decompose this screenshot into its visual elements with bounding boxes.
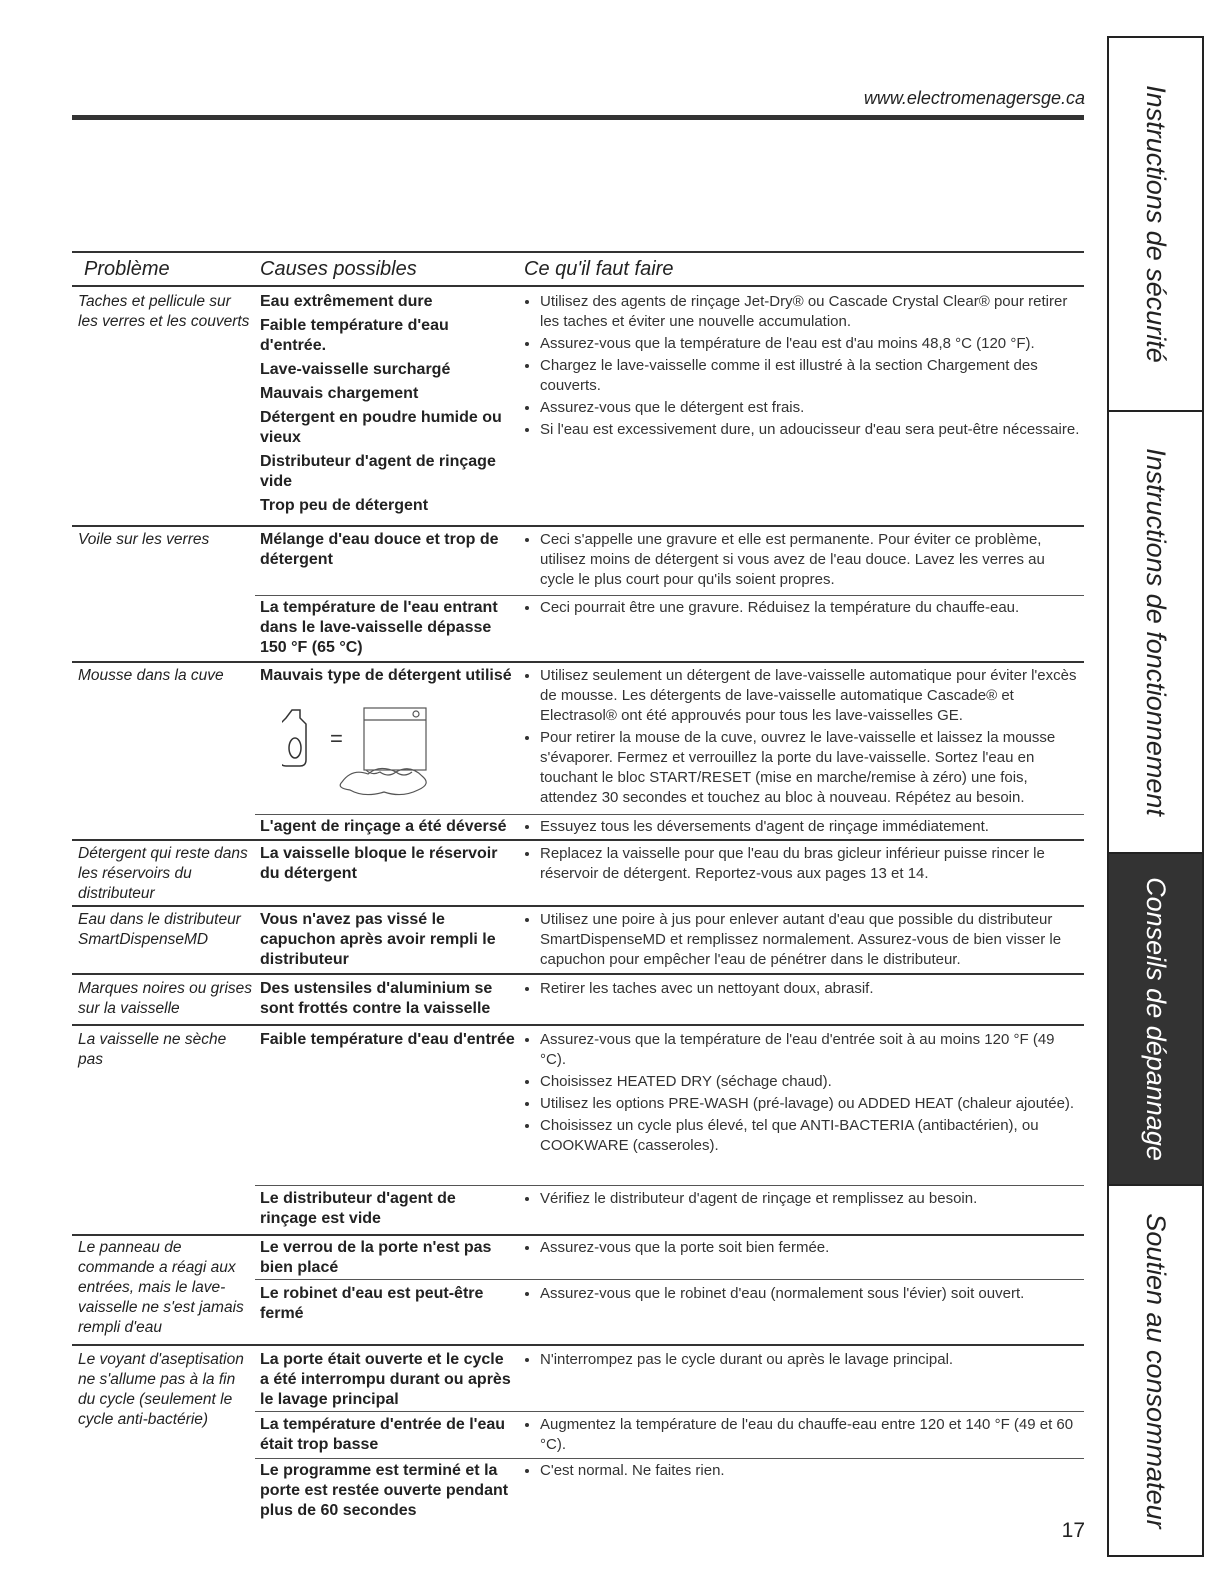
tab-troubleshooting[interactable] [1109,854,1202,1184]
problem-cell: Détergent qui reste dans les réservoirs du distributeur [78,845,248,902]
todo-item: • Choisissez HEATED DRY (séchage chaud). [540,1072,1082,1092]
page-number: 17 [1061,1519,1085,1542]
causes-cell [260,910,515,974]
cause-item: Mauvais chargement [260,385,419,402]
todo-item: • Assurez-vous que la température de l'eau d'entrée soit à au moins 120 °F (49 °C). [540,1030,1082,1070]
row-subdivider [255,1411,1084,1412]
todo-cell [522,979,1082,1001]
header-bottom-rule [72,285,1084,287]
causes-cell [260,1189,515,1233]
row-subdivider [255,814,1084,815]
cause-item: Vous n'avez pas vissé le capuchon après avoir rempli le distributeur [260,911,496,968]
cause-item: La température d'entrée de l'eau était trop basse [260,1416,506,1453]
todo-cell [522,910,1082,972]
todo-item: • Retirer les taches avec un nettoyant doux, abrasif. [540,979,1082,999]
causes-cell [260,598,515,662]
todo-item: • N'interrompez pas le cycle durant ou après le lavage principal. [540,1350,1082,1370]
todo-cell [522,598,1082,620]
todo-item: • Assurez-vous que le détergent est frais. [540,398,1082,418]
tab-label: Instructions de sécurité [1140,85,1171,363]
cause-item: Le programme est terminé et la porte est restée ouverte pendant plus de 60 secondes [260,1462,509,1519]
causes-cell [260,817,515,841]
todo-cell [522,1189,1082,1211]
todo-cell [522,817,1082,839]
todo-item: • C'est normal. Ne faites rien. [540,1461,1082,1481]
row-subdivider [255,1458,1084,1459]
row-subdivider [255,1185,1084,1186]
row-subdivider [255,595,1084,596]
problem-cell: Eau dans le distributeur SmartDispenseMD [78,911,241,948]
todo-item: • Replacez la vaisselle pour que l'eau du bras gicleur inférieur puisse rincer le réservoir de détergent. Reportez-vous aux pages 13 et 14. [540,844,1082,884]
problem-cell: Le panneau de commande a réagi aux entrées, mais le lave-vaisselle ne s'est jamais rempli d'eau [78,1239,244,1336]
cause-item: La vaisselle bloque le réservoir du détergent [260,845,498,882]
foam-illustration [282,700,432,800]
problem-cell: Le voyant d'aseptisation ne s'allume pas à la fin du cycle (seulement le cycle anti-bactérie) [78,1351,244,1428]
row-divider [72,1024,1084,1026]
problem-cell: Voile sur les verres [78,531,210,548]
website-url: www.electromenagersge.ca [863,88,1085,108]
problem-cell: Mousse dans la cuve [78,667,224,684]
todo-item: • Ceci pourrait être une gravure. Réduisez la température du chauffe-eau. [540,598,1082,618]
todo-item: • Utilisez des agents de rinçage Jet-Dry® ou Cascade Crystal Clear® pour retirer les taches et éviter une nouvelle accumulation. [540,292,1082,332]
header-causes: Causes possibles [260,258,417,280]
problem-cell: Taches et pellicule sur les verres et les couverts [78,293,250,330]
cause-item: Faible température d'eau d'entrée [260,1031,515,1048]
todo-cell [522,666,1082,810]
cause-item: Des ustensiles d'aluminium se sont frottés contre la vaisselle [260,980,493,1017]
cause-item: Eau extrêmement dure [260,293,433,310]
causes-cell [260,530,515,574]
dishwasher-foam-icon [340,708,426,795]
todo-cell [522,292,1082,442]
todo-item: • Assurez-vous que la température de l'eau est d'au moins 48,8 °C (120 °F). [540,334,1082,354]
todo-item: • Ceci s'appelle une gravure et elle est permanente. Pour éviter ce problème, utilisez moins de détergent si vous avez de l'eau douce. Lavez les verres au cycle le plus court pour qu'ils soient propres. [540,530,1082,590]
row-divider [72,661,1084,663]
row-divider [72,839,1084,841]
todo-cell [522,1350,1082,1372]
causes-cell [260,1238,515,1282]
todo-item: • Utilisez seulement un détergent de lave-vaisselle automatique pour éviter l'excès de mousse. Les détergents de lave-vaisselle automatique Cascade® et Electrasol® ont été approuvés pour tous les lave-vaisselles GE. [540,666,1082,726]
tab-label: Conseils de dépannage [1140,877,1171,1161]
tab-label: Instructions de fonctionnement [1140,448,1171,816]
header-todo: Ce qu'il faut faire [524,258,674,280]
todo-item: • Utilisez une poire à jus pour enlever autant d'eau que possible du distributeur SmartDispenseMD et remplissez normalement. Assurez-vous de bien visser le capuchon pour empêcher l'eau de pénétrer dans le distributeur. [540,910,1082,970]
row-divider [72,1234,1084,1236]
cause-item: Le robinet d'eau est peut-être fermé [260,1285,484,1322]
todo-item: • Chargez le lave-vaisselle comme il est illustré à la section Chargement des couverts. [540,356,1082,396]
header-rule [72,115,1084,120]
todo-item: • Assurez-vous que la porte soit bien fermée. [540,1238,1082,1258]
todo-item: • Choisissez un cycle plus élevé, tel que ANTI-BACTERIA (antibactérien), ou COOKWARE (casseroles). [540,1116,1082,1156]
problem-cell: Marques noires ou grises sur la vaisselle [78,980,253,1017]
cause-item: La température de l'eau entrant dans le lave-vaisselle dépasse 150 °F (65 °C) [260,599,498,656]
tab-consumer-support[interactable] [1109,1186,1202,1555]
cause-item: Trop peu de détergent [260,497,429,514]
tab-safety[interactable] [1109,38,1202,410]
cause-item: Mélange d'eau douce et trop de détergent [260,531,499,568]
causes-cell [260,1350,515,1414]
todo-cell [522,1415,1082,1457]
todo-item: • Vérifiez le distributeur d'agent de rinçage et remplissez au besoin. [540,1189,1082,1209]
cause-item: Lave-vaisselle surchargé [260,361,451,378]
causes-cell [260,1284,515,1328]
todo-cell [522,1284,1082,1306]
cause-item: Mauvais type de détergent utilisé [260,667,512,684]
todo-cell [522,530,1082,592]
detergent-bottle-icon [282,710,306,766]
causes-cell [260,844,515,888]
cause-item: Faible température d'eau d'entrée. [260,317,449,354]
row-divider [72,973,1084,975]
row-divider [72,1344,1084,1346]
cause-item: Détergent en poudre humide ou vieux [260,409,502,446]
cause-item: Le verrou de la porte n'est pas bien placé [260,1239,492,1276]
todo-cell [522,844,1082,886]
causes-cell [260,292,515,520]
todo-cell [522,1461,1082,1483]
cause-item: L'agent de rinçage a été déversé [260,818,507,835]
todo-item: • Assurez-vous que le robinet d'eau (normalement sous l'évier) soit ouvert. [540,1284,1082,1304]
causes-cell [260,1030,515,1054]
cause-item: Le distributeur d'agent de rinçage est vide [260,1190,456,1227]
causes-cell [260,666,515,690]
todo-cell [522,1030,1082,1158]
cause-item: Distributeur d'agent de rinçage vide [260,453,496,490]
table-top-rule [72,251,1084,253]
todo-item: • Utilisez les options PRE-WASH (pré-lavage) ou ADDED HEAT (chaleur ajoutée). [540,1094,1082,1114]
todo-item: • Essuyez tous les déversements d'agent de rinçage immédiatement. [540,817,1082,837]
row-divider [72,525,1084,527]
cause-item: La porte était ouverte et le cycle a été interrompu durant ou après le lavage principal [260,1351,511,1408]
todo-item: • Augmentez la température de l'eau du chauffe-eau entre 120 et 140 °F (49 et 60 °C). [540,1415,1082,1455]
todo-item: • Pour retirer la mouse de la cuve, ouvrez le lave-vaisselle et laissez la mousse s'évaporer. Fermez et verrouillez la porte du lave-vaisselle. Sortez l'eau en touchant le bloc START/RESET (mise en marche/remise à zéro) une fois, attendez 30 secondes et touchez au bloc à nouveau. Répétez au besoin. [540,728,1082,808]
section-tabs [1107,36,1204,1557]
todo-item: • Si l'eau est excessivement dure, un adoucisseur d'eau sera peut-être nécessaire. [540,420,1082,440]
causes-cell [260,1415,515,1459]
tab-label: Soutien au consommateur [1140,1212,1171,1529]
problem-cell: La vaisselle ne sèche pas [78,1031,227,1068]
tab-operating[interactable] [1109,412,1202,852]
svg-text:=: = [330,726,343,751]
row-subdivider [255,1279,1084,1280]
causes-cell [260,979,515,1023]
row-divider [72,905,1084,907]
header-problem: Problème [84,258,170,280]
causes-cell [260,1461,515,1525]
todo-cell [522,1238,1082,1260]
